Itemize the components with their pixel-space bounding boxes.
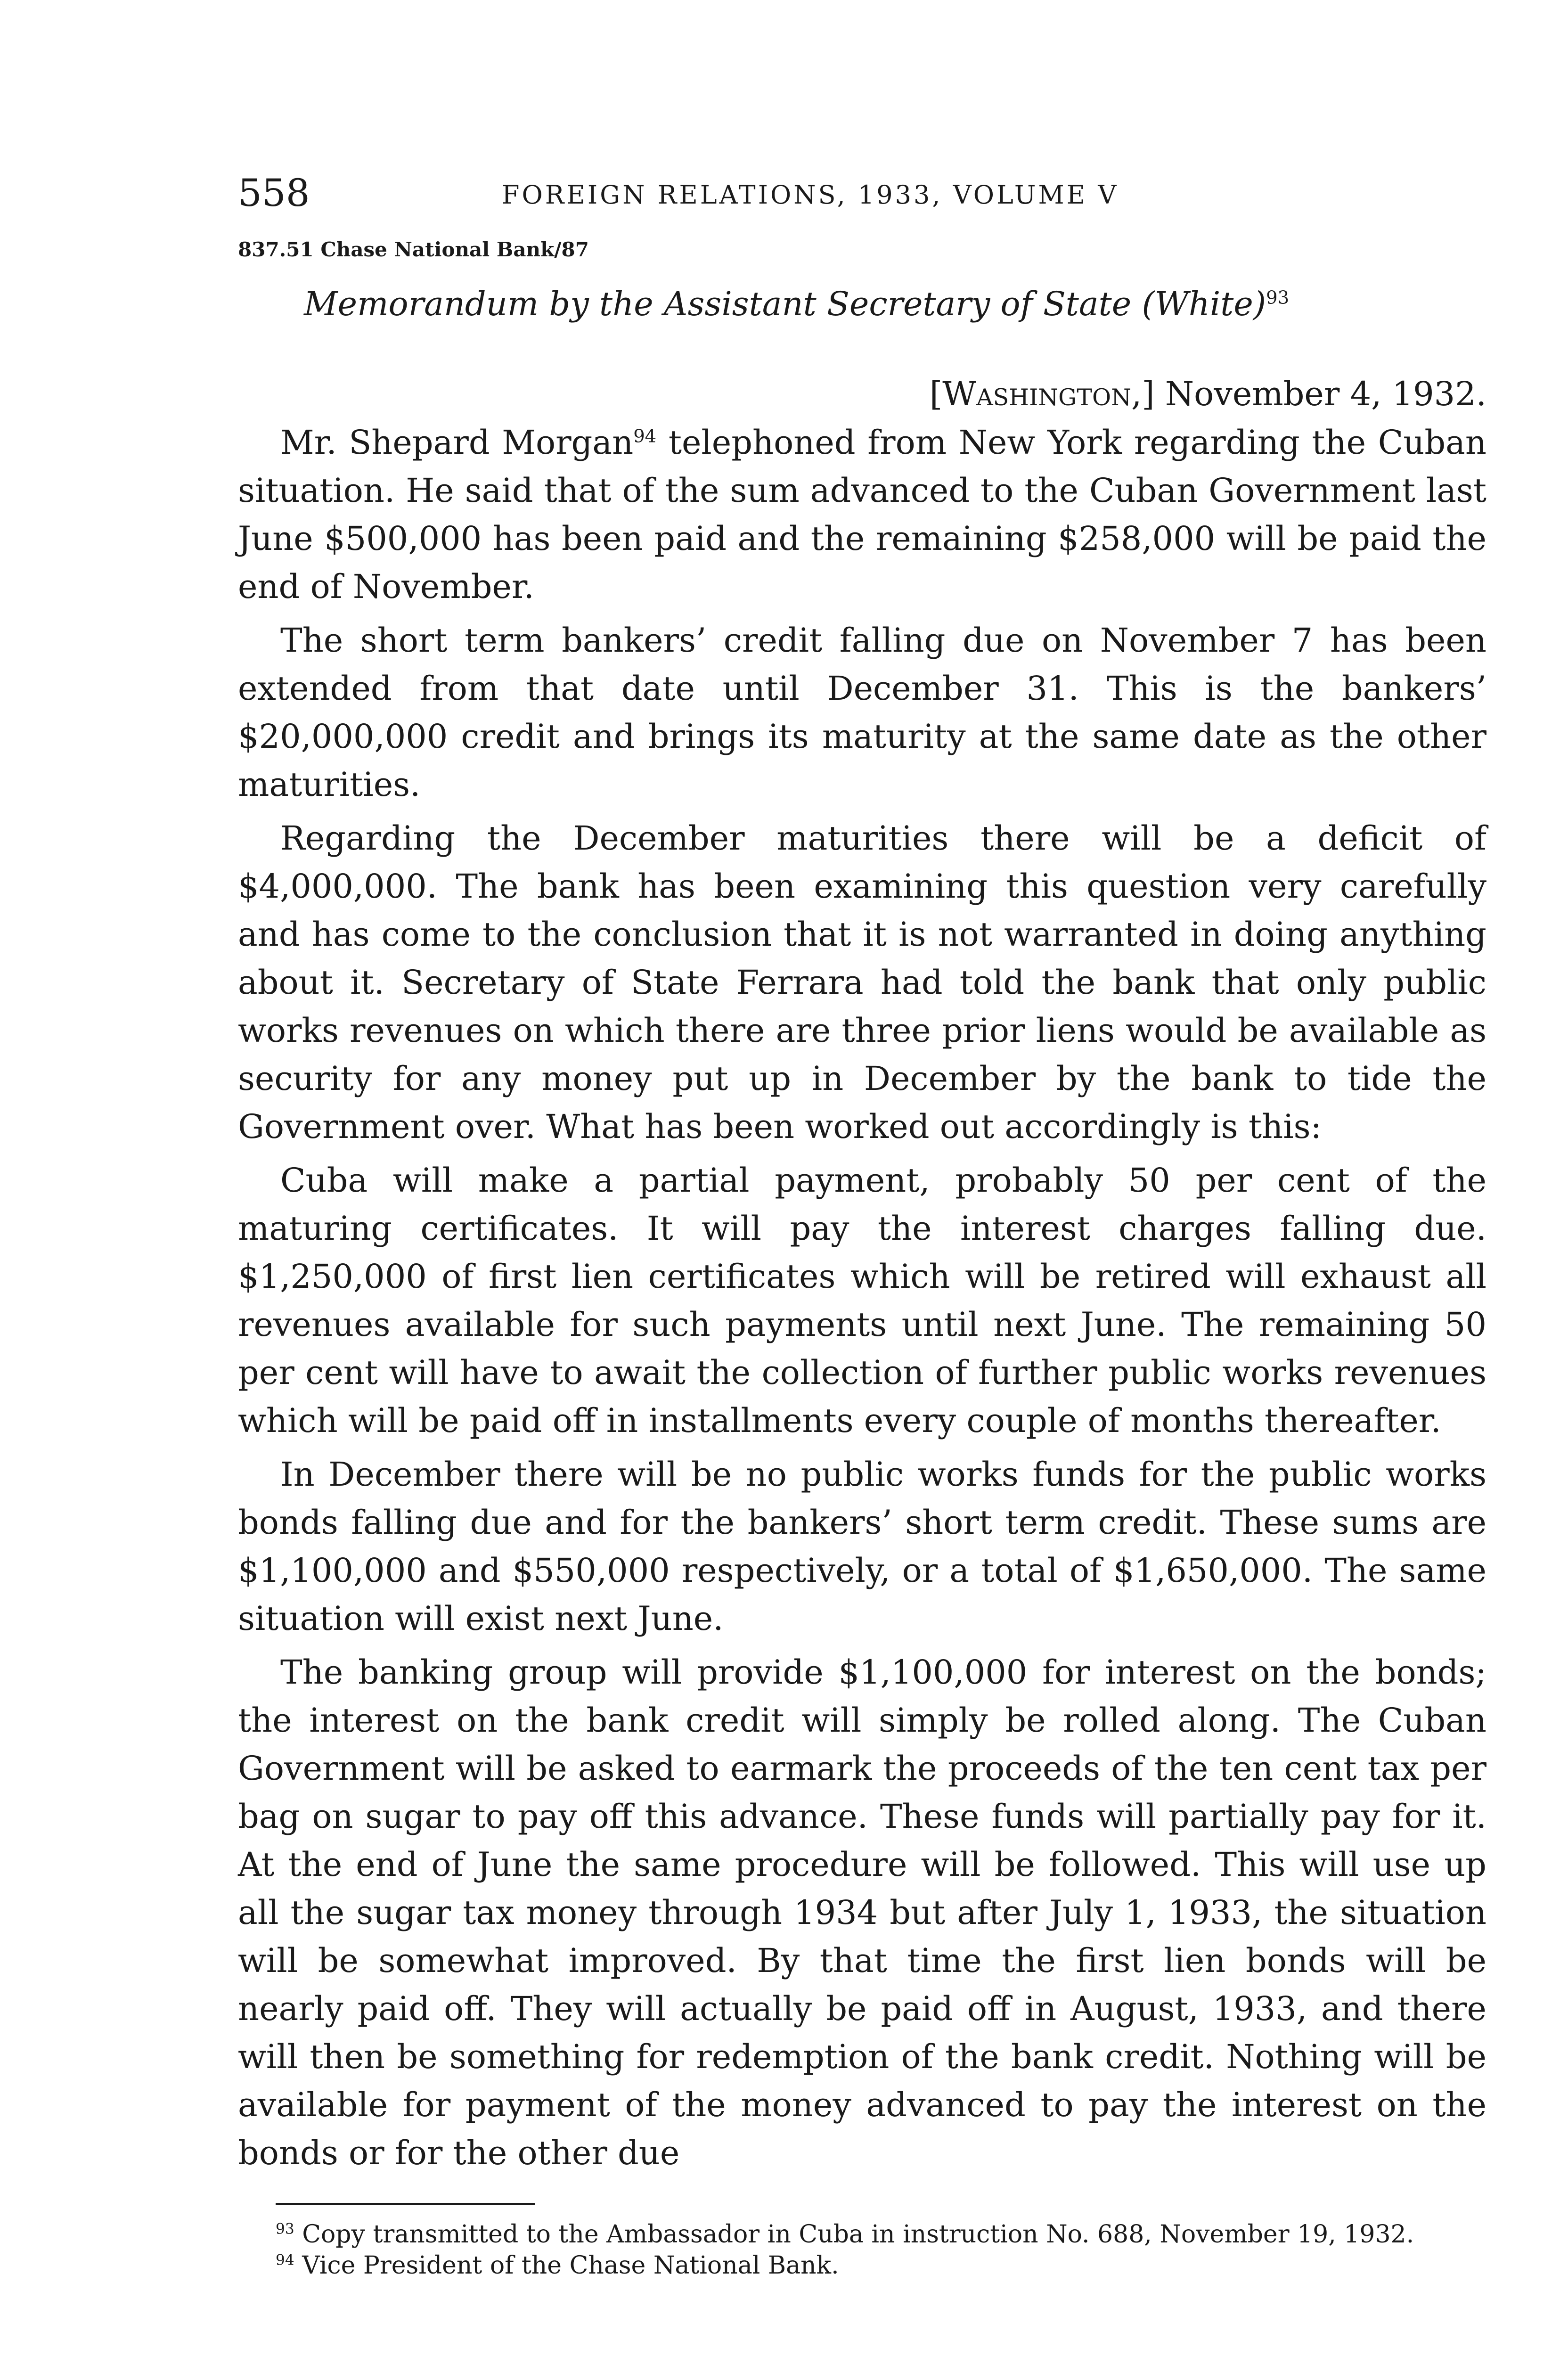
- document-page: [238, 170, 1486, 2281]
- file-reference: 837.51 Chase National Bank/87: [238, 238, 589, 261]
- page-number: 558: [238, 171, 310, 215]
- paragraph: Cuba will make a partial payment, probably 50 per cent of the maturing certificates. It will pay the interest charges falling due. $1,250,000 of first lien certificates which will be retired will exhaust all revenues available for such payments until next June. The remaining 50 per cent will have to await the collection of further public works revenues which will be paid off in installments every couple of months thereafter.: [238, 1161, 1486, 1440]
- paragraph: In December there will be no public works funds for the public works bonds falling due and for the bankers’ short term credit. These sums are $1,100,000 and $550,000 respectively, or a total of $1,650,000. The same situation will exist next June.: [238, 1455, 1486, 1638]
- footnote: [238, 2250, 1486, 2281]
- paragraph-text: telephoned from New York regarding the Cuban situation. He said that of the sum advanced to the Cuban Government last June $500,000 has been paid and the remaining $258,000 will be paid the end of November.: [238, 423, 1486, 606]
- footnote: [238, 2219, 1486, 2250]
- document-title-text: Memorandum by the Assistant Secretary of State (White): [304, 285, 1266, 323]
- footnote-mark: 93: [276, 2220, 294, 2238]
- footnote-marker-94: 94: [633, 425, 657, 447]
- paragraph-text: Mr. Shepard Morgan: [280, 423, 634, 462]
- footnote-divider: [276, 2203, 535, 2205]
- document-title: [304, 276, 1486, 332]
- paragraph: The short term bankers’ credit falling due on November 7 has been extended from that date until December 31. This is the bankers’ $20,000,000 credit and brings its maturity at the same date as the other maturities.: [238, 621, 1486, 804]
- memorandum-body: [238, 418, 1486, 2177]
- running-title: FOREIGN RELATIONS, 1933, VOLUME V: [502, 180, 1119, 210]
- dateline-date: November 4, 1932.: [1165, 375, 1486, 413]
- footnotes: [238, 2203, 1486, 2281]
- running-head: [238, 170, 1486, 226]
- paragraph: [238, 418, 1486, 611]
- footnote-text: Vice President of the Chase National Bank.: [294, 2251, 839, 2280]
- paragraph: The banking group will provide $1,100,000 for interest on the bonds; the interest on the bank credit will simply be rolled along. The Cuban Government will be asked to earmark the proceeds of the ten cent tax per bag on sugar to pay off this advance. These funds will partially pay for it. At the end of June the same procedure will be followed. This will use up all the sugar tax money through 1934 but after July 1, 1933, the situation will be somewhat improved. By that time the first lien bonds will be nearly paid off. They will actually be paid off in August, 1933, and there will then be something for redemption of the bank credit. Nothing will be available for payment of the money advanced to pay the interest on the bonds or for the other due: [238, 1653, 1486, 2172]
- dateline-place: [Washington,]: [930, 375, 1155, 413]
- footnote-marker-93: 93: [1266, 287, 1290, 309]
- paragraph: Regarding the December maturities there will be a deficit of $4,000,000. The bank has been examining this question very carefully and has come to the conclusion that it is not warranted in doing anything about it. Secretary of State Ferrara had told the bank that only public works revenues on which there are three prior liens would be available as security for any money put up in December by the bank to tide the Government over. What has been worked out accordingly is this:: [238, 819, 1486, 1146]
- dateline: [238, 370, 1486, 418]
- footnote-text: Copy transmitted to the Ambassador in Cuba in instruction No. 688, November 19, 1932.: [294, 2220, 1414, 2249]
- footnote-mark: 94: [276, 2251, 294, 2269]
